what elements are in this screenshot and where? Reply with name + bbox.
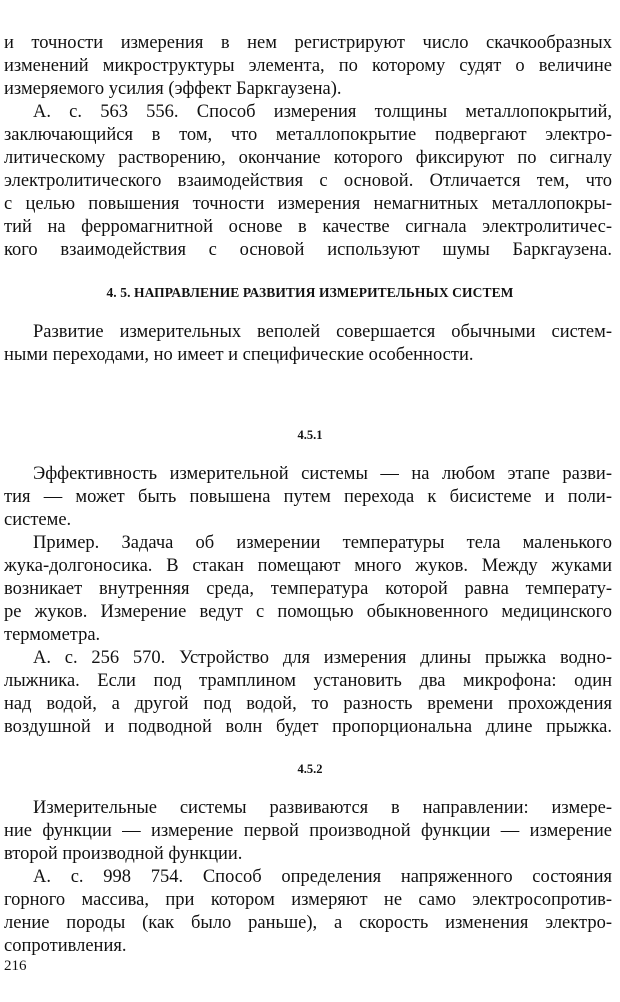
text-line: системе. — [4, 510, 72, 530]
text-line: с целью повышения точности измерения немагнитных металлопокры- — [4, 194, 612, 214]
text-line: электролитического взаимодействия с основой. Отличается тем, что — [4, 171, 612, 191]
text-line: измеряемого усилия (эффект Баркгаузена). — [4, 79, 342, 99]
section-heading: 4. 5. НАПРАВЛЕНИЕ РАЗВИТИЯ ИЗМЕРИТЕЛЬНЫХ СИСТЕМ — [106, 285, 514, 300]
text-line: воздушной и подводной волн будет пропорциональна длине прыжка. — [4, 717, 612, 737]
text-line: Пример. Задача об измерении температуры тела маленького — [33, 533, 612, 553]
text-line: второй производной функции. — [4, 844, 243, 864]
text-line: Развитие измерительных веполей совершается обычными систем- — [33, 322, 612, 342]
text-line: над водой, а другой под водой, то разность времени прохождения — [4, 694, 612, 714]
text-line: тий на ферромагнитной основе в качестве сигнала электролитичес- — [4, 217, 612, 237]
text-line: возникает внутренняя среда, температура которой равна температу- — [4, 579, 612, 599]
text-line: тия — может быть повышена путем перехода к бисистеме и поли- — [4, 487, 612, 507]
page-number: 216 — [4, 958, 27, 974]
text-line: А. с. 563 556. Способ измерения толщины металлопокрытий, — [33, 102, 612, 122]
text-line: горного массива, при котором измеряют не само электросопротив- — [4, 890, 612, 910]
text-line: сопротивления. — [4, 936, 127, 956]
text-line: лыжника. Если под трамплином установить два микрофона: один — [4, 671, 612, 691]
text-line: ние функции — измерение первой производной функции — измерение — [4, 821, 612, 841]
subsection-number-451: 4.5.1 — [297, 428, 323, 442]
text-line: термометра. — [4, 625, 101, 645]
text-line: Измерительные системы развиваются в направлении: измере- — [33, 798, 612, 818]
text-line: А. с. 998 754. Способ определения напряженного состояния — [33, 867, 612, 887]
text-line: заключающийся в том, что металлопокрытие подвергают электро- — [4, 125, 612, 145]
text-line: ными переходами, но имеет и специфические особенности. — [4, 345, 474, 365]
text-line: жука-долгоносика. В стакан помещают много жуков. Между жуками — [4, 556, 612, 576]
text-line: изменений микроструктуры элемента, по которому судят о величине — [4, 56, 612, 76]
text-line: ре жуков. Измерение ведут с помощью обыкновенного медицинского — [4, 602, 612, 622]
text-line: и точности измерения в нем регистрируют число скачкообразных — [4, 33, 612, 53]
text-line: кого взаимодействия с основой используют шумы Баркгаузена. — [4, 240, 612, 260]
text-line: ление породы (как было раньше), а скорость изменения электро- — [4, 913, 612, 933]
subsection-number-452: 4.5.2 — [297, 762, 323, 776]
text-line: литическому растворению, окончание которого фиксируют по сигналу — [4, 148, 612, 168]
text-line: Эффективность измерительной системы — на любом этапе разви- — [33, 464, 612, 484]
text-line: А. с. 256 570. Устройство для измерения длины прыжка водно- — [33, 648, 612, 668]
